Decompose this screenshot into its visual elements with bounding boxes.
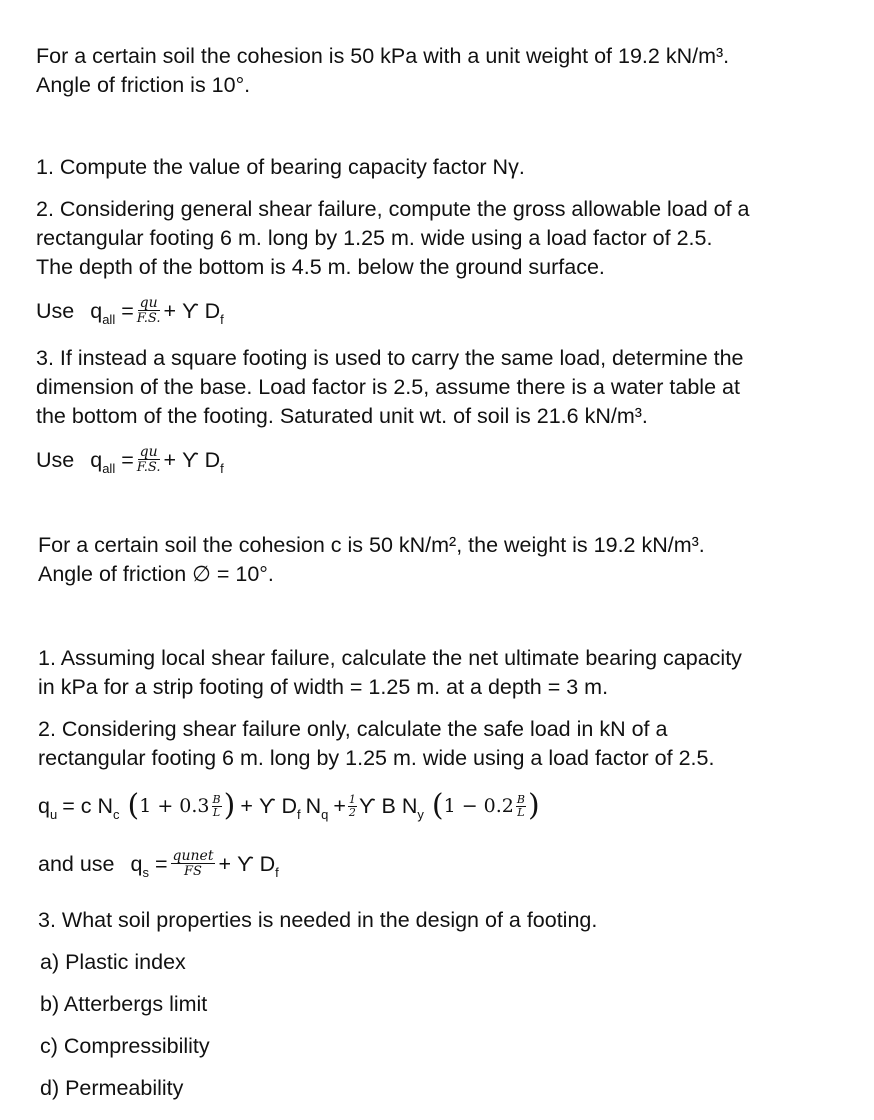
problem1-q3-line-1: 3. If instead a square footing is used to carry the same load, determine the [36, 346, 744, 370]
problem2-intro-line-1: For a certain soil the cohesion c is 50 kN/m², the weight is 19.2 kN/m³. [38, 533, 705, 557]
fraction-qu-fs: $\frac{qu}{F.S.}$ [136, 443, 161, 475]
q-all-symbol: $q_{all}$ [90, 447, 116, 476]
formula-q-all-2 [36, 443, 224, 477]
option-c: c) Compressibility [40, 1034, 210, 1058]
and-use-label: and use [38, 851, 115, 876]
fraction-qunet-fs: $\frac{\text{qunet}}{FS}$ [172, 847, 214, 879]
formula-qs [38, 846, 279, 882]
use-label: Use [36, 298, 75, 323]
fraction-one-half: $\frac{1}{2}$ [348, 792, 356, 819]
shape-factor-2: 1 − 0.2 [443, 795, 514, 817]
problem2-q2-line-1: 2. Considering shear failure only, calculate the safe load in kN of a [38, 717, 668, 741]
fraction-qu-fs: $\frac{qu}{F.S.}$ [136, 294, 161, 326]
qu-symbol: $q_u$ [38, 793, 58, 822]
gamma-df-term: + ϒ $D_f$ [218, 851, 279, 880]
problem1-question-2 [36, 195, 750, 282]
formula-qu [38, 786, 540, 826]
fraction-b-over-l-1: $\frac{B}{L}$ [212, 792, 221, 819]
gamma-df-term: + ϒ $D_f$ [163, 298, 224, 327]
gamma-df-term: + ϒ $D_f$ [240, 793, 301, 822]
fraction-b-over-l-2: $\frac{B}{L}$ [516, 792, 525, 819]
open-paren-2: ( [431, 788, 444, 823]
equals-sign: = [121, 447, 134, 472]
gamma-b-ny-term: ϒ B $N_y$ [358, 793, 424, 822]
use-label: Use [36, 447, 75, 472]
problem2-q1-line-1: 1. Assuming local shear failure, calculate the net ultimate bearing capacity [38, 646, 742, 670]
option-d: d) Permeability [40, 1076, 184, 1100]
problem1-intro-line-2: Angle of friction is 10°. [36, 73, 251, 97]
plus-sign: + [333, 793, 346, 818]
problem1-intro-line-1: For a certain soil the cohesion is 50 kPa with a unit weight of 19.2 kN/m³. [36, 44, 730, 68]
option-a: a) Plastic index [40, 950, 186, 974]
shape-factor-1: 1 + 0.3 [139, 795, 210, 817]
problem2-question-3: 3. What soil properties is needed in the design of a footing. [38, 908, 598, 932]
problem2-q1-line-2: in kPa for a strip footing of width = 1.25 m. at a depth = 3 m. [38, 675, 609, 699]
qs-symbol: $q_s$ [130, 851, 149, 880]
equals-sign: = [121, 298, 134, 323]
problem1-q3-line-2: dimension of the base. Load factor is 2.5, assume there is a water table at [36, 375, 740, 399]
problem2-question-2 [38, 715, 714, 773]
equals-sign: = [154, 851, 168, 876]
formula-q-all-1 [36, 294, 224, 328]
problem1-q3-line-3: the bottom of the footing. Saturated unit wt. of soil is 21.6 kN/m³. [36, 404, 648, 428]
problem1-q2-line-2: rectangular footing 6 m. long by 1.25 m. wide using a load factor of 2.5. [36, 226, 713, 250]
problem2-intro [38, 531, 705, 589]
problem2-question-1 [38, 644, 742, 702]
problem1-question-1: 1. Compute the value of bearing capacity factor Nγ. [36, 155, 525, 179]
nq-term: $N_q$ [305, 793, 329, 822]
open-paren-1: ( [127, 788, 140, 823]
option-b: b) Atterbergs limit [40, 992, 208, 1016]
problem1-intro [36, 42, 729, 100]
problem2-intro-line-2: Angle of friction ∅ = 10°. [38, 562, 274, 586]
problem1-question-3 [36, 344, 744, 431]
gamma-df-term: + ϒ $D_f$ [163, 447, 224, 476]
problem2-q2-line-2: rectangular footing 6 m. long by 1.25 m. wide using a load factor of 2.5. [38, 746, 715, 770]
problem1-q2-line-1: 2. Considering general shear failure, compute the gross allowable load of a [36, 197, 750, 221]
close-paren-1: ) [223, 788, 236, 823]
c-nc-term: = c $N_c$ [62, 793, 120, 822]
problem1-q2-line-3: The depth of the bottom is 4.5 m. below the ground surface. [36, 255, 605, 279]
close-paren-2: ) [527, 788, 540, 823]
q-all-symbol: $q_{all}$ [90, 298, 116, 327]
